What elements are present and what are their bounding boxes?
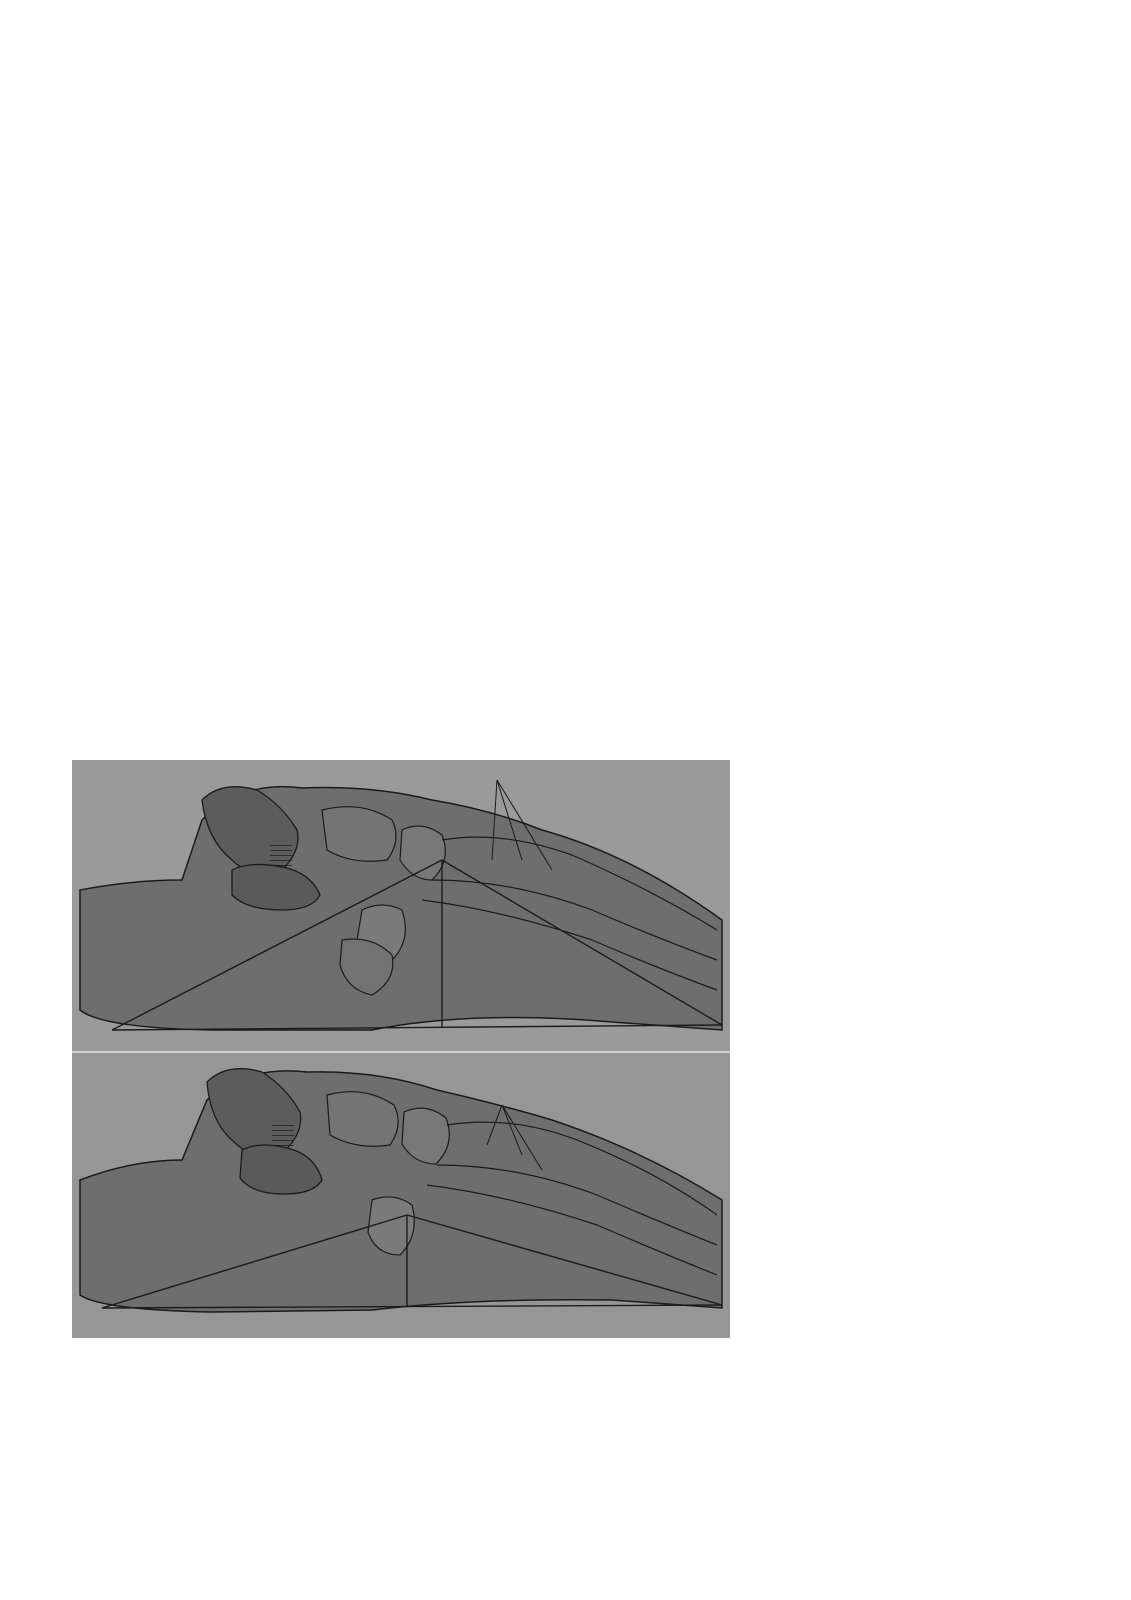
panel-a <box>72 760 730 1052</box>
xray-figure <box>72 760 730 1338</box>
figure-caption <box>757 1050 1080 1054</box>
panel-b <box>72 1052 730 1338</box>
xray-figure-drawing <box>72 760 730 1338</box>
